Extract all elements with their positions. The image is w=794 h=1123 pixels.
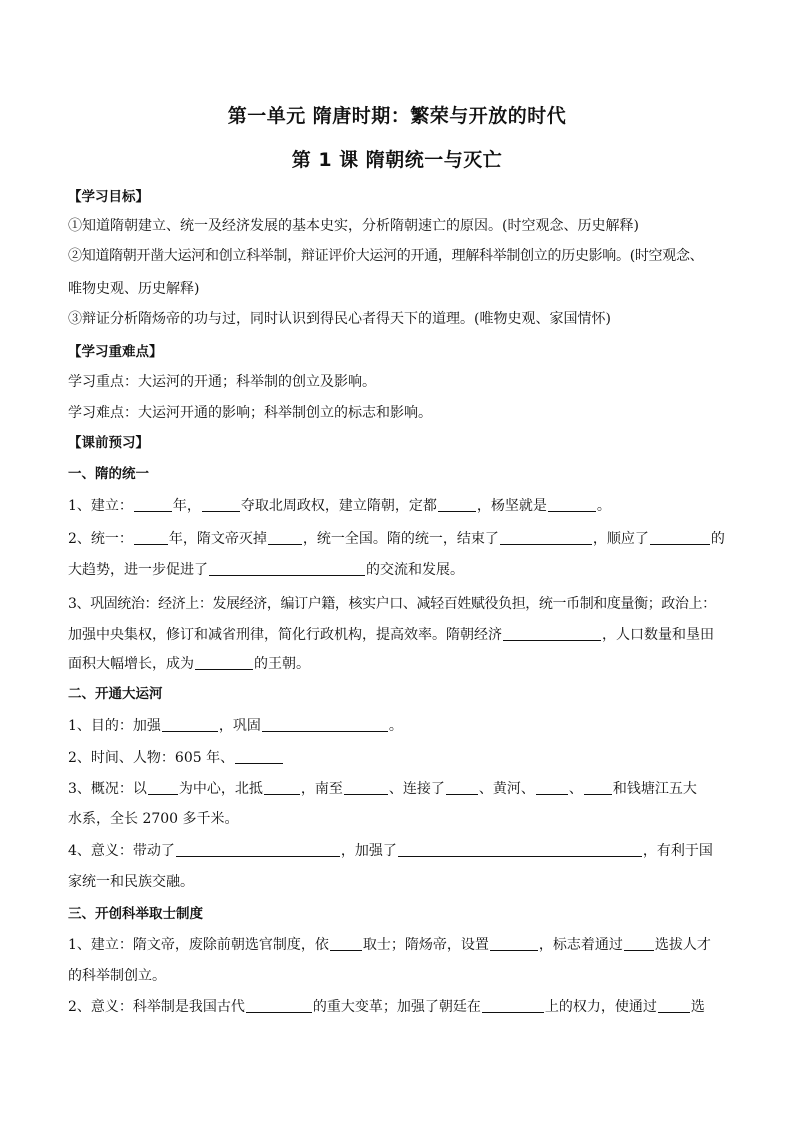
text: 。 [596,498,611,514]
goal-2-line-2: 唯物史观、历史解释) [68,281,200,297]
fill-blank[interactable] [500,529,592,545]
text: 为中心，北抵 [178,781,263,797]
text: ，标志着通过 [538,937,623,953]
text: 加强中央集权，修订和减省刑律，简化行政机构，提高效率。隋朝经济 [68,627,502,643]
s2-q4-cont: 家统一和民族交融。 [68,874,194,890]
text: 2、统一： [68,531,133,547]
fill-blank[interactable] [148,779,178,795]
text: 的交流和发展。 [366,562,464,578]
s1-q3-line-3 [68,653,736,675]
fill-blank[interactable] [268,529,302,545]
text: 和钱塘江五大 [612,781,697,797]
focus-line: 学习重点：大运河的开通；科举制的创立及影响。 [68,374,376,390]
unit-title: 第一单元 隋唐时期：繁荣与开放的时代 [227,105,567,127]
text: 年， [172,498,201,514]
s2-q4 [68,840,736,862]
text: 2、时间、人物：605 年、 [68,750,235,766]
fill-blank[interactable] [246,997,312,1013]
text: ，统一全国。隋的统一，结束了 [302,531,499,547]
text: 上的权力，使通过 [544,999,657,1015]
s1-q3-line-1: 3、巩固统治：经济上：发展经济，编订户籍，核实户口、减轻百姓赋役负担，统一币制和度量衡；政治上： [68,596,716,612]
text: 1、建立： [68,498,133,514]
fill-blank[interactable] [209,560,365,576]
fill-blank[interactable] [536,779,568,795]
text: 1、建立：隋文帝，废除前朝选官制度，依 [68,937,329,953]
fill-blank[interactable] [235,748,283,764]
text: ，人口数量和垦田 [602,627,714,643]
text: 、 [568,781,583,797]
text: 的 [710,531,725,547]
fill-blank[interactable] [482,997,544,1013]
text: 、黄河、 [478,781,535,797]
fill-blank[interactable] [134,496,172,512]
fill-blank[interactable] [548,496,596,512]
s3-q1-cont: 的科举制创立。 [68,968,166,984]
preview-header: 【课前预习】 [68,435,149,451]
text: 的重大变革；加强了朝廷在 [312,999,481,1015]
text: 选 [690,999,705,1015]
text: 年，隋文帝灭掉 [168,531,267,547]
fill-blank[interactable] [176,841,340,857]
fill-blank[interactable] [658,997,690,1013]
fill-blank[interactable] [584,779,612,795]
text: ，顺应了 [592,531,649,547]
s2-q3 [68,778,736,800]
fill-blank[interactable] [650,529,710,545]
goal-2-line-1: ②知道隋朝开凿大运河和创立科举制，辩证评价大运河的开通，理解科举制创立的历史影响。(时空观念、 [68,248,704,264]
fill-blank[interactable] [344,779,388,795]
text: 3、概况：以 [68,781,147,797]
s2-q2 [68,747,736,769]
text: ，有利于国 [642,843,713,859]
lesson-title: 第 1 课 隋朝统一与灭亡 [291,149,503,171]
text: ，巩固 [218,718,261,734]
difficulty-line: 学习难点：大运河开通的影响；科举制创立的标志和影响。 [68,405,432,421]
fill-blank[interactable] [134,529,168,545]
fill-blank[interactable] [438,496,476,512]
fill-blank[interactable] [330,935,362,951]
s3-q1 [68,934,736,956]
text: 选拔人才 [654,937,711,953]
s2-q3-cont: 水系，全长 2700 多千米。 [68,811,239,827]
text: 面积大幅增长，成为 [68,656,194,672]
fill-blank[interactable] [264,779,300,795]
text: 、连接了 [388,781,445,797]
fill-blank[interactable] [202,496,240,512]
text: 4、意义：带动了 [68,843,175,859]
s2-q1 [68,715,736,737]
fill-blank[interactable] [446,779,478,795]
text: 1、目的：加强 [68,718,161,734]
s1-q2-cont [68,559,736,581]
s3-q2 [68,996,736,1018]
text: 大趋势，进一步促进了 [68,562,208,578]
fill-blank[interactable] [398,841,642,857]
text: ，加强了 [340,843,397,859]
text: 取士；隋炀帝，设置 [362,937,489,953]
text: 夺取北周政权，建立隋朝，定都 [240,498,437,514]
section-1-title: 一、隋的统一 [68,466,149,482]
section-3-title: 三、开创科举取士制度 [68,906,203,922]
text: 。 [388,718,403,734]
fill-blank[interactable] [262,716,388,732]
goal-3: ③辩证分析隋炀帝的功与过，同时认识到得民心者得天下的道理。(唯物史观、家国情怀) [68,311,611,327]
goals-header: 【学习目标】 [68,189,149,205]
text: ，杨坚就是 [476,498,547,514]
goal-1: ①知道隋朝建立、统一及经济发展的基本史实，分析隋朝速亡的原因。(时空观念、历史解释) [68,218,639,234]
text: 的王朝。 [254,656,310,672]
fill-blank[interactable] [503,625,601,641]
text: ，南至 [300,781,343,797]
fill-blank[interactable] [490,935,538,951]
fill-blank[interactable] [162,716,218,732]
keypoints-header: 【学习重难点】 [68,344,163,360]
section-2-title: 二、开通大运河 [68,686,163,702]
s1-q3-line-2 [68,624,736,646]
fill-blank[interactable] [195,654,253,670]
s1-q2 [68,528,736,550]
fill-blank[interactable] [624,935,654,951]
text: 2、意义：科举制是我国古代 [68,999,245,1015]
s1-q1 [68,495,736,517]
